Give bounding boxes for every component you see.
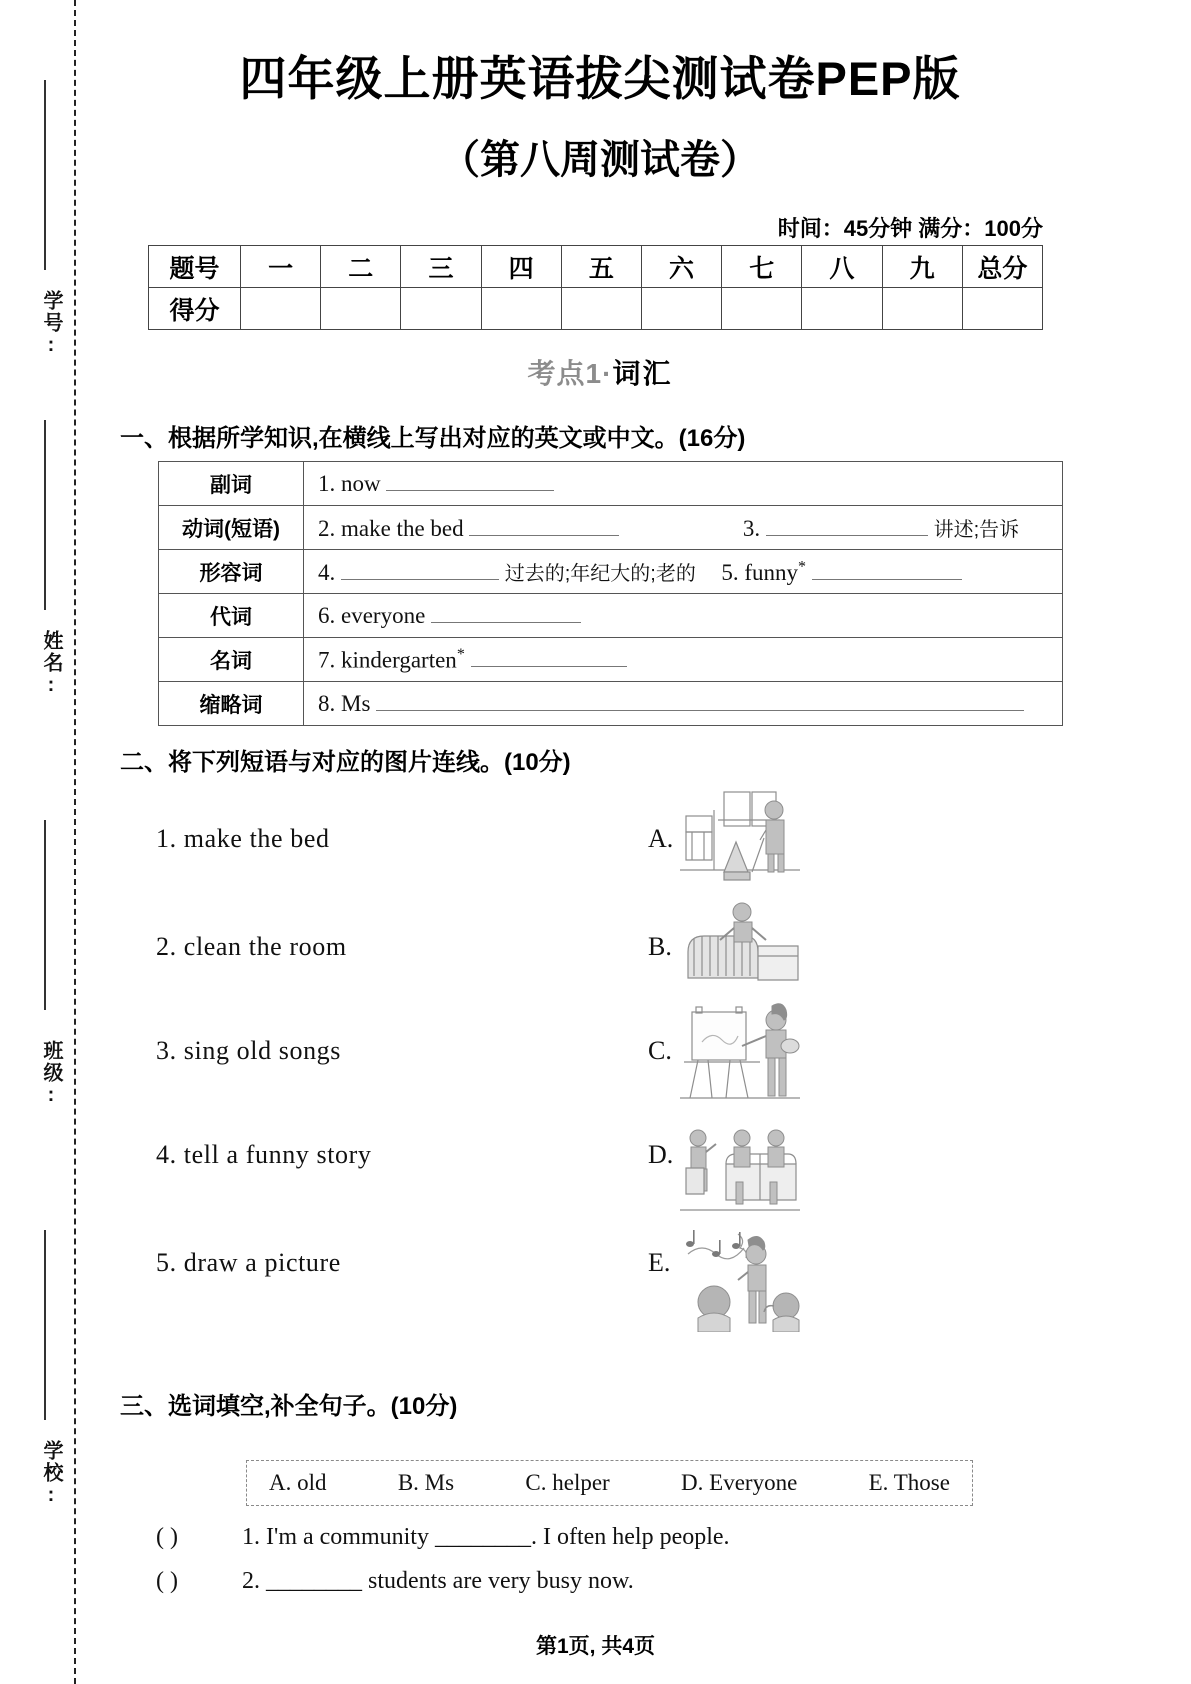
match-option-letter-b[interactable]: B. [648, 932, 672, 961]
score-cell-3[interactable] [401, 288, 481, 330]
vocab-word-2: funny [744, 560, 799, 585]
seal-tick-2 [44, 420, 46, 610]
page-subtitle: （第八周测试卷） [440, 138, 760, 182]
score-table-col-2: 二 [321, 246, 401, 288]
vocab-entry[interactable] [304, 506, 1063, 550]
table-row [159, 594, 1063, 638]
answer-blank-2[interactable] [766, 516, 928, 536]
answer-blank[interactable] [471, 647, 627, 667]
vocab-number: 4. [318, 560, 336, 585]
exam-point-banner [100, 352, 1100, 392]
score-table [148, 245, 1043, 330]
seal-tick-3 [44, 820, 46, 1010]
vocab-number: 7. [318, 647, 336, 673]
score-table-col-9: 九 [882, 246, 962, 288]
table-row [159, 638, 1063, 682]
match-option-letter-a[interactable]: A. [648, 824, 674, 853]
score-cell-2[interactable] [321, 288, 401, 330]
question-3-heading: 三、选词填空,补全句子。(10分) [120, 1393, 458, 1420]
match-item-5[interactable]: 5. draw a picture [156, 1248, 341, 1277]
answer-blank[interactable] [341, 560, 499, 580]
tell-a-story-group-picture [678, 1122, 802, 1226]
answer-blank-2[interactable] [812, 560, 962, 580]
answer-blank[interactable] [386, 471, 554, 491]
score-cell-9[interactable] [882, 288, 962, 330]
table-row [149, 288, 1043, 330]
table-row [159, 506, 1063, 550]
question-2-heading: 二、将下列短语与对应的图片连线。(10分) [120, 749, 571, 776]
match-item-4[interactable]: 4. tell a funny story [156, 1140, 372, 1169]
vocab-number: 2. [318, 516, 336, 541]
word-bank-option-e[interactable]: E. Those [868, 1470, 950, 1495]
question-1-heading: 一、根据所学知识,在横线上写出对应的英文或中文。(16分) [120, 425, 746, 452]
vocab-word: everyone [341, 602, 426, 628]
seal-label-class: 班级: [40, 1040, 62, 1108]
word-bank-option-c[interactable]: C. helper [525, 1470, 610, 1495]
word-bank-option-d[interactable]: D. Everyone [681, 1470, 798, 1495]
answer-blank[interactable] [469, 516, 619, 536]
answer-parenthesis-1[interactable]: ( ) [156, 1524, 178, 1550]
score-table-col-1: 一 [241, 246, 321, 288]
vocab-word: Ms [341, 690, 371, 716]
score-table-col-3: 三 [401, 246, 481, 288]
match-option-letter-e[interactable]: E. [648, 1248, 671, 1277]
score-table-row-label: 题号 [149, 246, 241, 288]
word-bank [246, 1460, 973, 1506]
score-table-col-8: 八 [802, 246, 882, 288]
score-table-col-6: 六 [641, 246, 721, 288]
score-cell-1[interactable] [241, 288, 321, 330]
page-footer: 第1页, 共4页 [535, 1635, 656, 1658]
vocab-chinese-2: 讲述;告诉 [933, 519, 1020, 541]
footnote-star-icon: * [456, 645, 465, 663]
score-cell-7[interactable] [722, 288, 802, 330]
vocab-entry[interactable] [304, 594, 1063, 638]
vocab-category: 代词 [159, 594, 304, 638]
vocab-number: 1. [318, 470, 336, 496]
score-table-col-7: 七 [722, 246, 802, 288]
word-bank-option-b[interactable]: B. Ms [397, 1470, 455, 1495]
score-cell-8[interactable] [802, 288, 882, 330]
match-option-letter-d[interactable]: D. [648, 1140, 674, 1169]
vocab-word: now [341, 470, 381, 496]
fill-question-2[interactable] [156, 1568, 634, 1595]
fill-question-2-text: 2. ________ students are very busy now. [242, 1568, 634, 1594]
score-table-col-total: 总分 [962, 246, 1042, 288]
table-row [159, 550, 1063, 594]
match-item-3[interactable]: 3. sing old songs [156, 1036, 342, 1065]
vocab-number-2: 5. [721, 560, 739, 585]
table-row [159, 462, 1063, 506]
vocab-category: 形容词 [159, 550, 304, 594]
sealing-dashed-line [74, 0, 76, 1684]
vocab-number: 6. [318, 602, 336, 628]
answer-blank[interactable] [376, 691, 1024, 711]
fill-question-1[interactable] [156, 1524, 730, 1551]
word-bank-option-a[interactable]: A. old [269, 1470, 327, 1495]
seal-label-school: 学校: [40, 1440, 62, 1508]
vocab-word: make the bed [341, 516, 464, 541]
seal-tick-1 [44, 80, 46, 270]
score-table-col-5: 五 [561, 246, 641, 288]
score-cell-total[interactable] [962, 288, 1042, 330]
footnote-star-icon: * [798, 558, 807, 576]
score-cell-5[interactable] [561, 288, 641, 330]
draw-a-picture-easel-picture [678, 1002, 802, 1106]
match-item-2[interactable]: 2. clean the room [156, 932, 347, 961]
vocab-entry[interactable] [304, 462, 1063, 506]
exam-point-name: 词汇 [612, 358, 673, 389]
seal-tick-4 [44, 1230, 46, 1420]
make-the-bed-picture [678, 898, 802, 1002]
table-row [159, 682, 1063, 726]
clean-room-mop-picture [678, 786, 802, 890]
score-table-col-4: 四 [481, 246, 561, 288]
exam-point-number: 考点1· [527, 358, 613, 389]
score-cell-6[interactable] [641, 288, 721, 330]
vocab-category: 缩略词 [159, 682, 304, 726]
match-option-letter-c[interactable]: C. [648, 1036, 672, 1065]
vocab-category: 动词(短语) [159, 506, 304, 550]
vocab-entry[interactable] [304, 550, 1063, 594]
exam-meta-info: 时间：45分钟 满分：100分 [777, 216, 1043, 241]
seal-label-student-id: 学号: [40, 290, 62, 358]
vocabulary-table [158, 461, 1063, 726]
seal-label-name: 姓名: [40, 630, 62, 698]
score-table-row-label-score: 得分 [149, 288, 241, 330]
vocab-number: 8. [318, 690, 336, 716]
answer-parenthesis-2[interactable]: ( ) [156, 1568, 178, 1594]
vocab-chinese: 过去的;年纪大的;老的 [504, 563, 696, 585]
vocab-word: kindergarten [341, 647, 457, 673]
vocab-category: 名词 [159, 638, 304, 682]
vocab-category: 副词 [159, 462, 304, 506]
table-row [149, 246, 1043, 288]
fill-question-1-text: 1. I'm a community ________. I often help people. [242, 1524, 730, 1550]
page-title: 四年级上册英语拔尖测试卷PEP版 [239, 52, 961, 105]
match-item-1[interactable]: 1. make the bed [156, 824, 330, 853]
vocab-entry[interactable] [304, 682, 1063, 726]
vocab-entry[interactable] [304, 638, 1063, 682]
score-cell-4[interactable] [481, 288, 561, 330]
vocab-number-2: 3. [742, 516, 761, 541]
sing-songs-music-notes-picture [678, 1228, 802, 1332]
answer-blank[interactable] [431, 603, 581, 623]
